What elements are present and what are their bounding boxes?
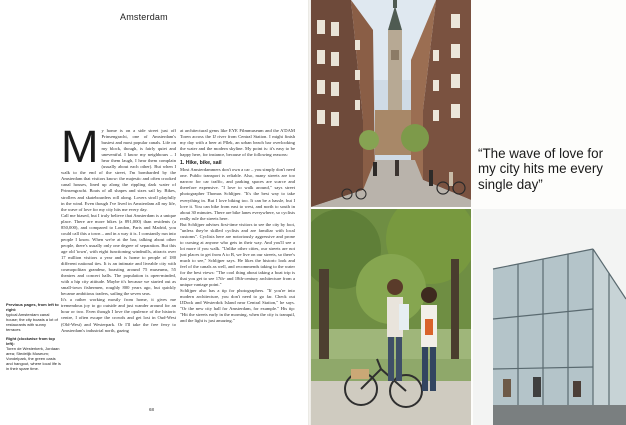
paragraph: Most Amsterdammers don't own a car – you simply don't need one. Public transport is reliable. Also, many streets are too narrow for car traffic, and parking spaces are scarce and therefore expensive. "I love to walk around," says street photographer Thomas Schlijper. "It's the best way to take everything in. But I love biking too. It can be a hassle, but I love it. You can bike from east to west, and north to south in about 30 minutes. There are bike lanes everywhere, so cyclists really rule the streets here. <box>180 167 295 221</box>
paragraph: Schlijper also has a tip for photographers. "If you're into modern architecture, you don't need to go far. Check out IJDock and Westerdok Island near Central Station," he says. "Or the new city hall for Amsterdam, for example." His tip: "Hit the streets early in the morning, when the city is tranquil, and the light is just amazing." <box>180 288 295 324</box>
paragraph: Call me biased, but I truly believe that Amsterdam is a unique place. There are more bikes (a 891,000) than residents (a 850,000), and compared to London, Paris and Madrid, you could call this a town – and in a way it is. I constantly run into people I know. When we're at the bar, talking about other people, there's usually only one degree of separation. But this age old 'town', with eight functioning windmills, attracts over 17 million visitors a year and is home to people of 180 different national ties. It is an intimate and liveable city with cosmopolitan grandeur, boasting around 75 museums, 55 theatres and concert halls. The population is open-minded, with a hip city attitude. Maybe it's because we started out as small-town fishermen, roughly 800 years ago, but quickly became ambitious traders, sailing the seven seas. <box>61 212 176 297</box>
article-column-2 <box>180 128 295 415</box>
caption-text: Toren de Westerkerk, Jordaan area; Stedelijk Museum; Vondelpark, the green oasis and hangout, where local life is in their spare time. <box>6 346 61 371</box>
subheading: 1. Hike, bike, sail <box>180 160 222 167</box>
glass-building-illustration <box>473 209 626 425</box>
street-photo <box>311 0 471 207</box>
photo-caption <box>6 302 61 375</box>
paragraph: But Schlijper advises first-time visitors to see the city by foot, "unless they're skilled cyclists and are familiar with local customs". Cyclists here are notoriously aggressive and prone to cursing at anyone who gets in their way. And you'll see a lot more if you walk. "Unlike other cities, our streets are not just places to get from A to B, we live on our streets, so there's much to see," Schlijper says. He likes the historic look and feel of the canals as well, and recommends taking to the water for the best views: "The cool thing about taking a boat trip is that you get to see 17th- and 18th-century architecture from a unique vantage point." <box>180 221 295 288</box>
museum-photo <box>473 209 626 425</box>
pull-quote: “The wave of love for my city hits me every single day” <box>478 146 604 192</box>
article-column-1 <box>61 128 176 415</box>
caption-title: Previous pages, from left to right: <box>6 302 59 312</box>
section-title: Amsterdam <box>120 12 168 22</box>
page-number: 68 <box>149 407 155 412</box>
cyclists-illustration <box>311 209 471 425</box>
street-illustration <box>311 0 471 207</box>
caption-block-previous <box>6 302 61 332</box>
caption-block-right <box>6 336 61 371</box>
left-page <box>0 0 309 425</box>
caption-title: Right (clockwise from top left): <box>6 336 55 346</box>
paragraph: at architectural gems like EYE Filmmuseum and the A'DAM Toren across the IJ river from Central Station. I might finish my day with a beer at Pllek, an urban beach bar overlooking the water and the modern skyline. My point is: it's easy to be happy here, for instance, because of the following reasons: <box>180 128 295 158</box>
paragraph: y home is on a side street just off Prinsengracht, one of Amsterdam's busiest and most popular canals. Life on my block, though, is fairly quiet and uneventful. I know my neighbours – I hear them laugh, I hear them complain (usually about each other). But when I walk to the end of the street, I'm bombarded by the Amsterdam that visitors know: the majestic and often crooked canal houses, lined up along the rippling dark water of Prinsengracht. Boats of all shapes and sizes sail by. Bikes, strollers and skateboarders roll along. Lovers stroll playfully in the wind. Even though I've lived in Amsterdam all my life, the wave of love for my city hits me every day. <box>61 128 176 212</box>
cyclists-photo <box>311 209 471 425</box>
paragraph: It's a rather working mostly from home, it gives me tremendous joy to go outside and just wander around for an hour or two. Even though I love the opulence of the historic centre, I often escape the crowds and get lost in Oud-West (Old-West) and Westerpark. Or I'll take the free ferry to Amsterdam's industrial north, gazing <box>61 297 176 333</box>
drop-cap: M <box>61 128 99 172</box>
caption-text: typical Amsterdam canal house; the city boasts a lot of restaurants with sunny terraces <box>6 312 58 332</box>
